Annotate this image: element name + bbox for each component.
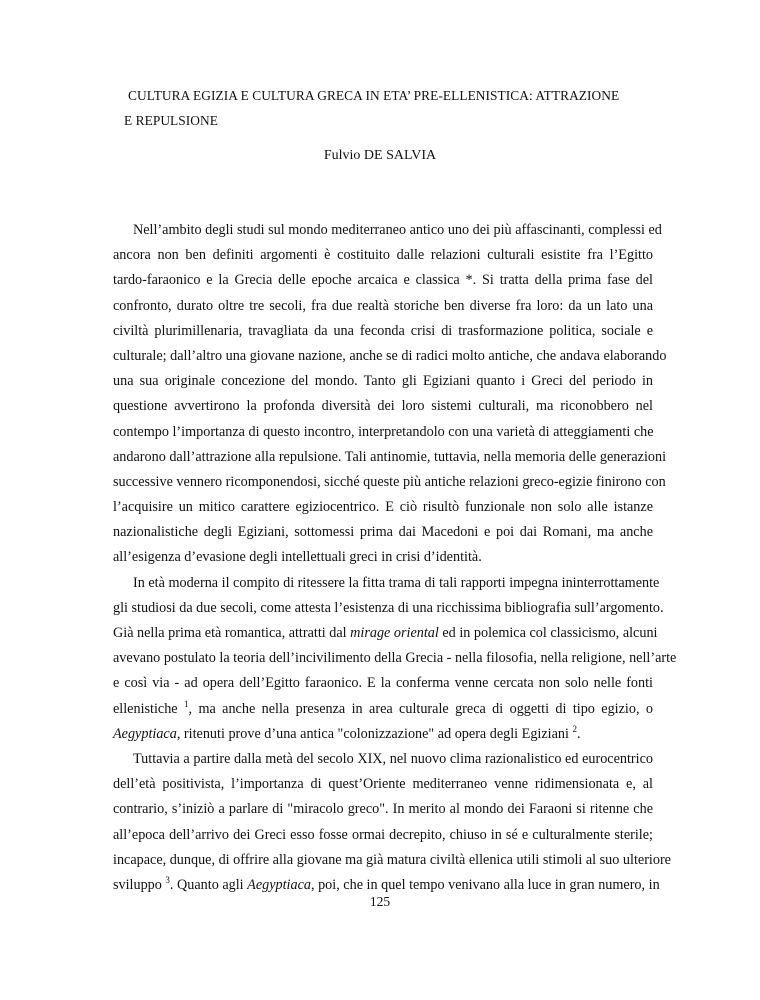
text-line (113, 722, 653, 747)
article-body (113, 218, 677, 898)
text-line (113, 697, 653, 722)
text-line: e così via - ad opera dell’Egitto faraonico. E la conferma venne cercata non solo nelle fonti (113, 675, 653, 692)
text-run: . Quanto agli (169, 876, 248, 893)
article-title (124, 83, 664, 133)
text-run: . (577, 725, 581, 742)
text-line: l’acquisire un mitico carattere egiziocentrico. E ciò risultò funzionale non solo alle istanze (113, 499, 653, 516)
text-line: In età moderna il compito di ritessere la fitta trama di tali rapporti impegna ininterrottamente (133, 574, 660, 591)
text-line: confronto, durato oltre tre secoli, fra due realtà storiche ben diverse fra loro: da un lato una (113, 297, 653, 314)
text-run: Già nella prima età romantica, attratti dal (113, 625, 351, 641)
text-line (113, 621, 658, 646)
paragraph-3 (113, 747, 671, 898)
text-line: contempo l’importanza di questo incontro, interpretandolo con una varietà di atteggiamenti che (113, 423, 654, 440)
text-run: ellenistiche (113, 700, 184, 717)
text-line: Nell’ambito degli studi sul mondo mediterraneo antico uno dei più affascinanti, complessi ed (133, 222, 662, 238)
text-line: andarono dall’attrazione alla repulsione. Tali antinomie, tuttavia, nella memoria delle generazioni (113, 448, 667, 465)
author-name: Fulvio DE SALVIA (323, 148, 437, 163)
text-line: questione avvertirono la profonda diversità dei loro sistemi culturali, ma riconobbero nel (113, 398, 653, 415)
text-run: , ritenuti prove d’una antica "colonizzazione" ad opera degli Egiziani (176, 725, 573, 742)
text-line: incapace, dunque, di offrire alla giovane ma già matura civiltà ellenica utili stimoli al suo ulteriore (113, 851, 671, 868)
footnote-ref-3[interactable]: 3 (165, 874, 170, 885)
page-number: 125 (369, 894, 391, 909)
text-line: gli studiosi da due secoli, come attesta l’esistenza di una ricchissima bibliografia sull’argomento. (113, 599, 664, 616)
paragraph-2 (113, 571, 677, 747)
text-line: tardo-faraonico e la Grecia delle epoche arcaica e classica *. Si tratta della prima fase del (113, 272, 653, 289)
text-line: all’esigenza d’evasione degli intellettuali greci in crisi d’identità. (113, 549, 482, 566)
title-line-2: E REPULSIONE (124, 113, 218, 128)
footnote-ref-2[interactable]: 2 (572, 723, 577, 734)
text-run: , ma anche nella presenza in area culturale greca di oggetti di tipo egizio, o (188, 700, 653, 717)
text-line: dell’età positivista, l’importanza di quest’Oriente mediterraneo venne ridimensionata e, al (113, 776, 653, 793)
text-line: successive vennero ricomponendosi, sicché queste più antiche relazioni greco-egizie finirono con (113, 473, 666, 490)
italic-phrase: mirage oriental (350, 625, 439, 641)
text-run: , poi, che in quel tempo venivano alla luce in gran numero, in (310, 876, 660, 893)
title-line-1: CULTURA EGIZIA E CULTURA GRECA IN ETA’ PRE-ELLENISTICA: ATTRAZIONE (128, 88, 620, 103)
text-line: culturale; dall’altro una giovane nazione, anche se di radici molto antiche, che andava elaborando (113, 347, 667, 364)
italic-phrase: Aegyptiaca (247, 876, 311, 893)
text-run: ed in polemica col classicismo, alcuni (438, 625, 658, 641)
text-line: avevano postulato la teoria dell’incivilimento della Grecia - nella filosofia, nella religione, nell’arte (113, 650, 677, 667)
text-line: all’epoca dell’arrivo dei Greci esso fosse ormai decrepito, chiuso in sé e culturalmente sterile; (113, 826, 653, 843)
text-line: ancora non ben definiti argomenti è costituito dalle relazioni culturali esistite fra l’Egitto (113, 247, 653, 264)
text-run: sviluppo (113, 876, 166, 893)
text-line: contrario, s’iniziò a parlare di "miracolo greco". In merito al mondo dei Faraoni si ritenne che (113, 801, 653, 818)
text-line: Tuttavia a partire dalla metà del secolo XIX, nel nuovo clima razionalistico ed eurocentrico (133, 750, 653, 767)
text-line: una sua originale concezione del mondo. Tanto gli Egiziani quanto i Greci del periodo in (113, 373, 653, 390)
italic-phrase: Aegyptiaca (113, 725, 177, 742)
footnote-ref-1[interactable]: 1 (184, 698, 189, 709)
text-line: nazionalistiche degli Egiziani, sottomessi prima dai Macedoni e poi dai Romani, ma anche (113, 524, 653, 541)
text-line: civiltà plurimillenaria, travagliata da una feconda crisi di trasformazione politica, sociale e (113, 322, 653, 339)
paragraph-1 (113, 218, 667, 571)
